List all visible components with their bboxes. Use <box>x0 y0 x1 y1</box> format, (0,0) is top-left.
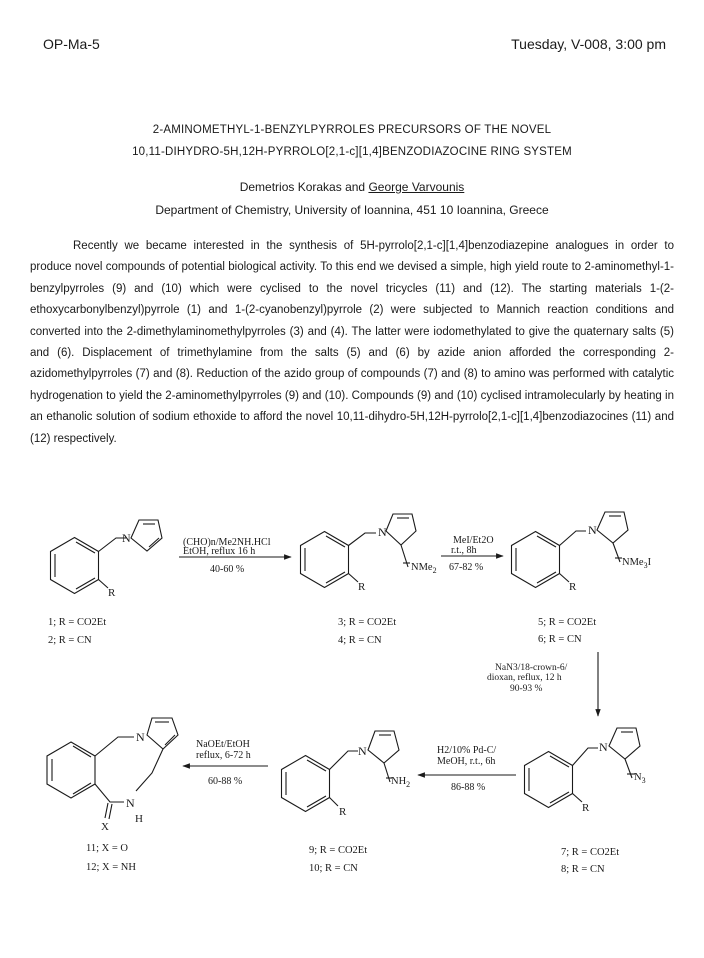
step-5-cyclisation <box>183 739 268 787</box>
structure-compound-5-6 <box>512 512 652 593</box>
step2-reagent: MeI/Et2O <box>453 535 494 546</box>
affiliation: Department of Chemistry, University of Ioannina, 451 10 Ioannina, Greece <box>155 203 549 217</box>
atom-nme2: NMe$_2$ <box>411 562 437 575</box>
atom-n: N <box>126 796 135 810</box>
step1-reagent: (CHO)n/Me2NH.HCl <box>183 537 271 548</box>
label-compound-4: 4; R = CN <box>338 635 382 646</box>
atom-r: R <box>582 802 590 814</box>
paper-title-line1: 2-AMINOMETHYL-1-BENZYLPYRROLES PRECURSORS OF THE NOVEL <box>152 124 552 136</box>
step1-conditions: EtOH, reflux 16 h <box>183 546 256 557</box>
step1-yield: 40-60 % <box>210 564 245 575</box>
step5-conditions: reflux, 6-72 h <box>196 750 251 761</box>
step-4-hydrogenation <box>418 745 516 793</box>
label-compound-8: 8; R = CN <box>561 864 605 875</box>
atom-nme3i: NMe$_3$I <box>622 557 652 570</box>
step2-conditions: r.t., 8h <box>451 545 477 556</box>
label-compound-7: 7; R = CO2Et <box>561 847 620 858</box>
atom-r: R <box>339 806 347 818</box>
session-schedule: Tuesday, V-008, 3:00 pm <box>511 36 666 52</box>
author-varvounis-presenter: George Varvounis <box>368 180 465 194</box>
atom-n: N <box>358 744 367 758</box>
atom-n3: $N_3$ <box>634 772 646 785</box>
structure-compound-9-10 <box>282 731 411 818</box>
label-compound-12: 12; X = NH <box>86 862 136 873</box>
label-compound-3: 3; R = CO2Et <box>338 617 397 628</box>
author-connector: and <box>345 180 366 194</box>
label-compound-10: 10; R = CN <box>309 863 358 874</box>
atom-nh2: $NH_2$ <box>391 776 411 789</box>
step-3-azide-displacement <box>487 652 598 716</box>
atom-r: R <box>108 587 116 599</box>
structure-compound-3-4 <box>301 514 437 593</box>
step4-reagent: H2/10% Pd-C/ <box>437 745 497 756</box>
label-compound-9: 9; R = CO2Et <box>309 845 368 856</box>
atom-n: N <box>588 523 597 537</box>
atom-n: N <box>378 525 387 539</box>
step5-reagent: NaOEt/EtOH <box>196 739 250 750</box>
step-1-mannich <box>179 537 291 575</box>
atom-n: N <box>122 531 131 545</box>
label-compound-11: 11; X = O <box>86 843 128 854</box>
structure-compound-11-12 <box>47 718 178 833</box>
reaction-scheme <box>0 490 704 930</box>
step4-yield: 86-88 % <box>451 782 486 793</box>
abstract-paragraph: Recently we became interested in the synthesis of 5H-pyrrolo[2,1-c][1,4]benzodiazepine analogues in order to produce novel compounds of potential biological activity. To this end we devised a simple, high yield route to 2-aminomethyl-1-benzylpyrroles (9) and (10) which were cyclised to the novel tricycles (11) and (12). The starting materials 1-(2-ethoxycarbonylbenzyl)pyrrole (1) and 1-(2-cyanobenzyl)pyrrole (2) were subjected to Mannich reaction conditions and converted into the 2-dimethylaminomethylpyrroles (3) and (4). The latter were iodomethylated to give the quaternary salts (5) and (6). Displacement of trimethylamine from the salts (5) and (6) by azide anion afforded the corresponding 2-azidomethylpyrroles (7) and (8). Reduction of the azido group of compounds (7) and (8) to amino was performed with catalytic hydrogenation to yield the 2-aminomethylpyrroles (9) and (10). Compounds (9) and (10) cyclised intramolecularly by heating in an ethanolic solution of sodium ethoxide to afford the novel 10,11-dihydro-5H,12H-pyrrolo[2,1-c][1,4]benzodiazocines (11) and (12) respectively. <box>30 240 674 445</box>
atom-n: N <box>136 730 145 744</box>
atom-x: X <box>101 821 109 833</box>
atom-r: R <box>358 581 366 593</box>
atom-n: N <box>599 740 608 754</box>
step3-conditions: dioxan, reflux, 12 h <box>487 673 562 683</box>
label-compound-1: 1; R = CO2Et <box>48 617 107 628</box>
label-compound-6: 6; R = CN <box>538 634 582 645</box>
author-korakas: Demetrios Korakas <box>239 180 342 194</box>
step5-yield: 60-88 % <box>208 776 243 787</box>
atom-r: R <box>569 581 577 593</box>
structure-compound-1-2 <box>51 520 163 599</box>
label-compound-5: 5; R = CO2Et <box>538 617 597 628</box>
structure-compound-7-8 <box>525 728 646 814</box>
paper-title-line2: 10,11-DIHYDRO-5H,12H-PYRROLO[2,1-c][1,4]BENZODIAZOCINE RING SYSTEM <box>132 146 572 158</box>
label-compound-2: 2; R = CN <box>48 635 92 646</box>
step2-yield: 67-82 % <box>449 562 484 573</box>
author-line <box>0 180 704 194</box>
step3-reagent: NaN3/18-crown-6/ <box>495 663 568 673</box>
step4-conditions: MeOH, r.t., 6h <box>437 756 496 767</box>
atom-h: H <box>135 813 143 825</box>
step-2-iodomethylation <box>441 535 503 573</box>
step3-yield: 90-93 % <box>510 684 543 694</box>
session-code: OP-Ma-5 <box>43 36 100 52</box>
